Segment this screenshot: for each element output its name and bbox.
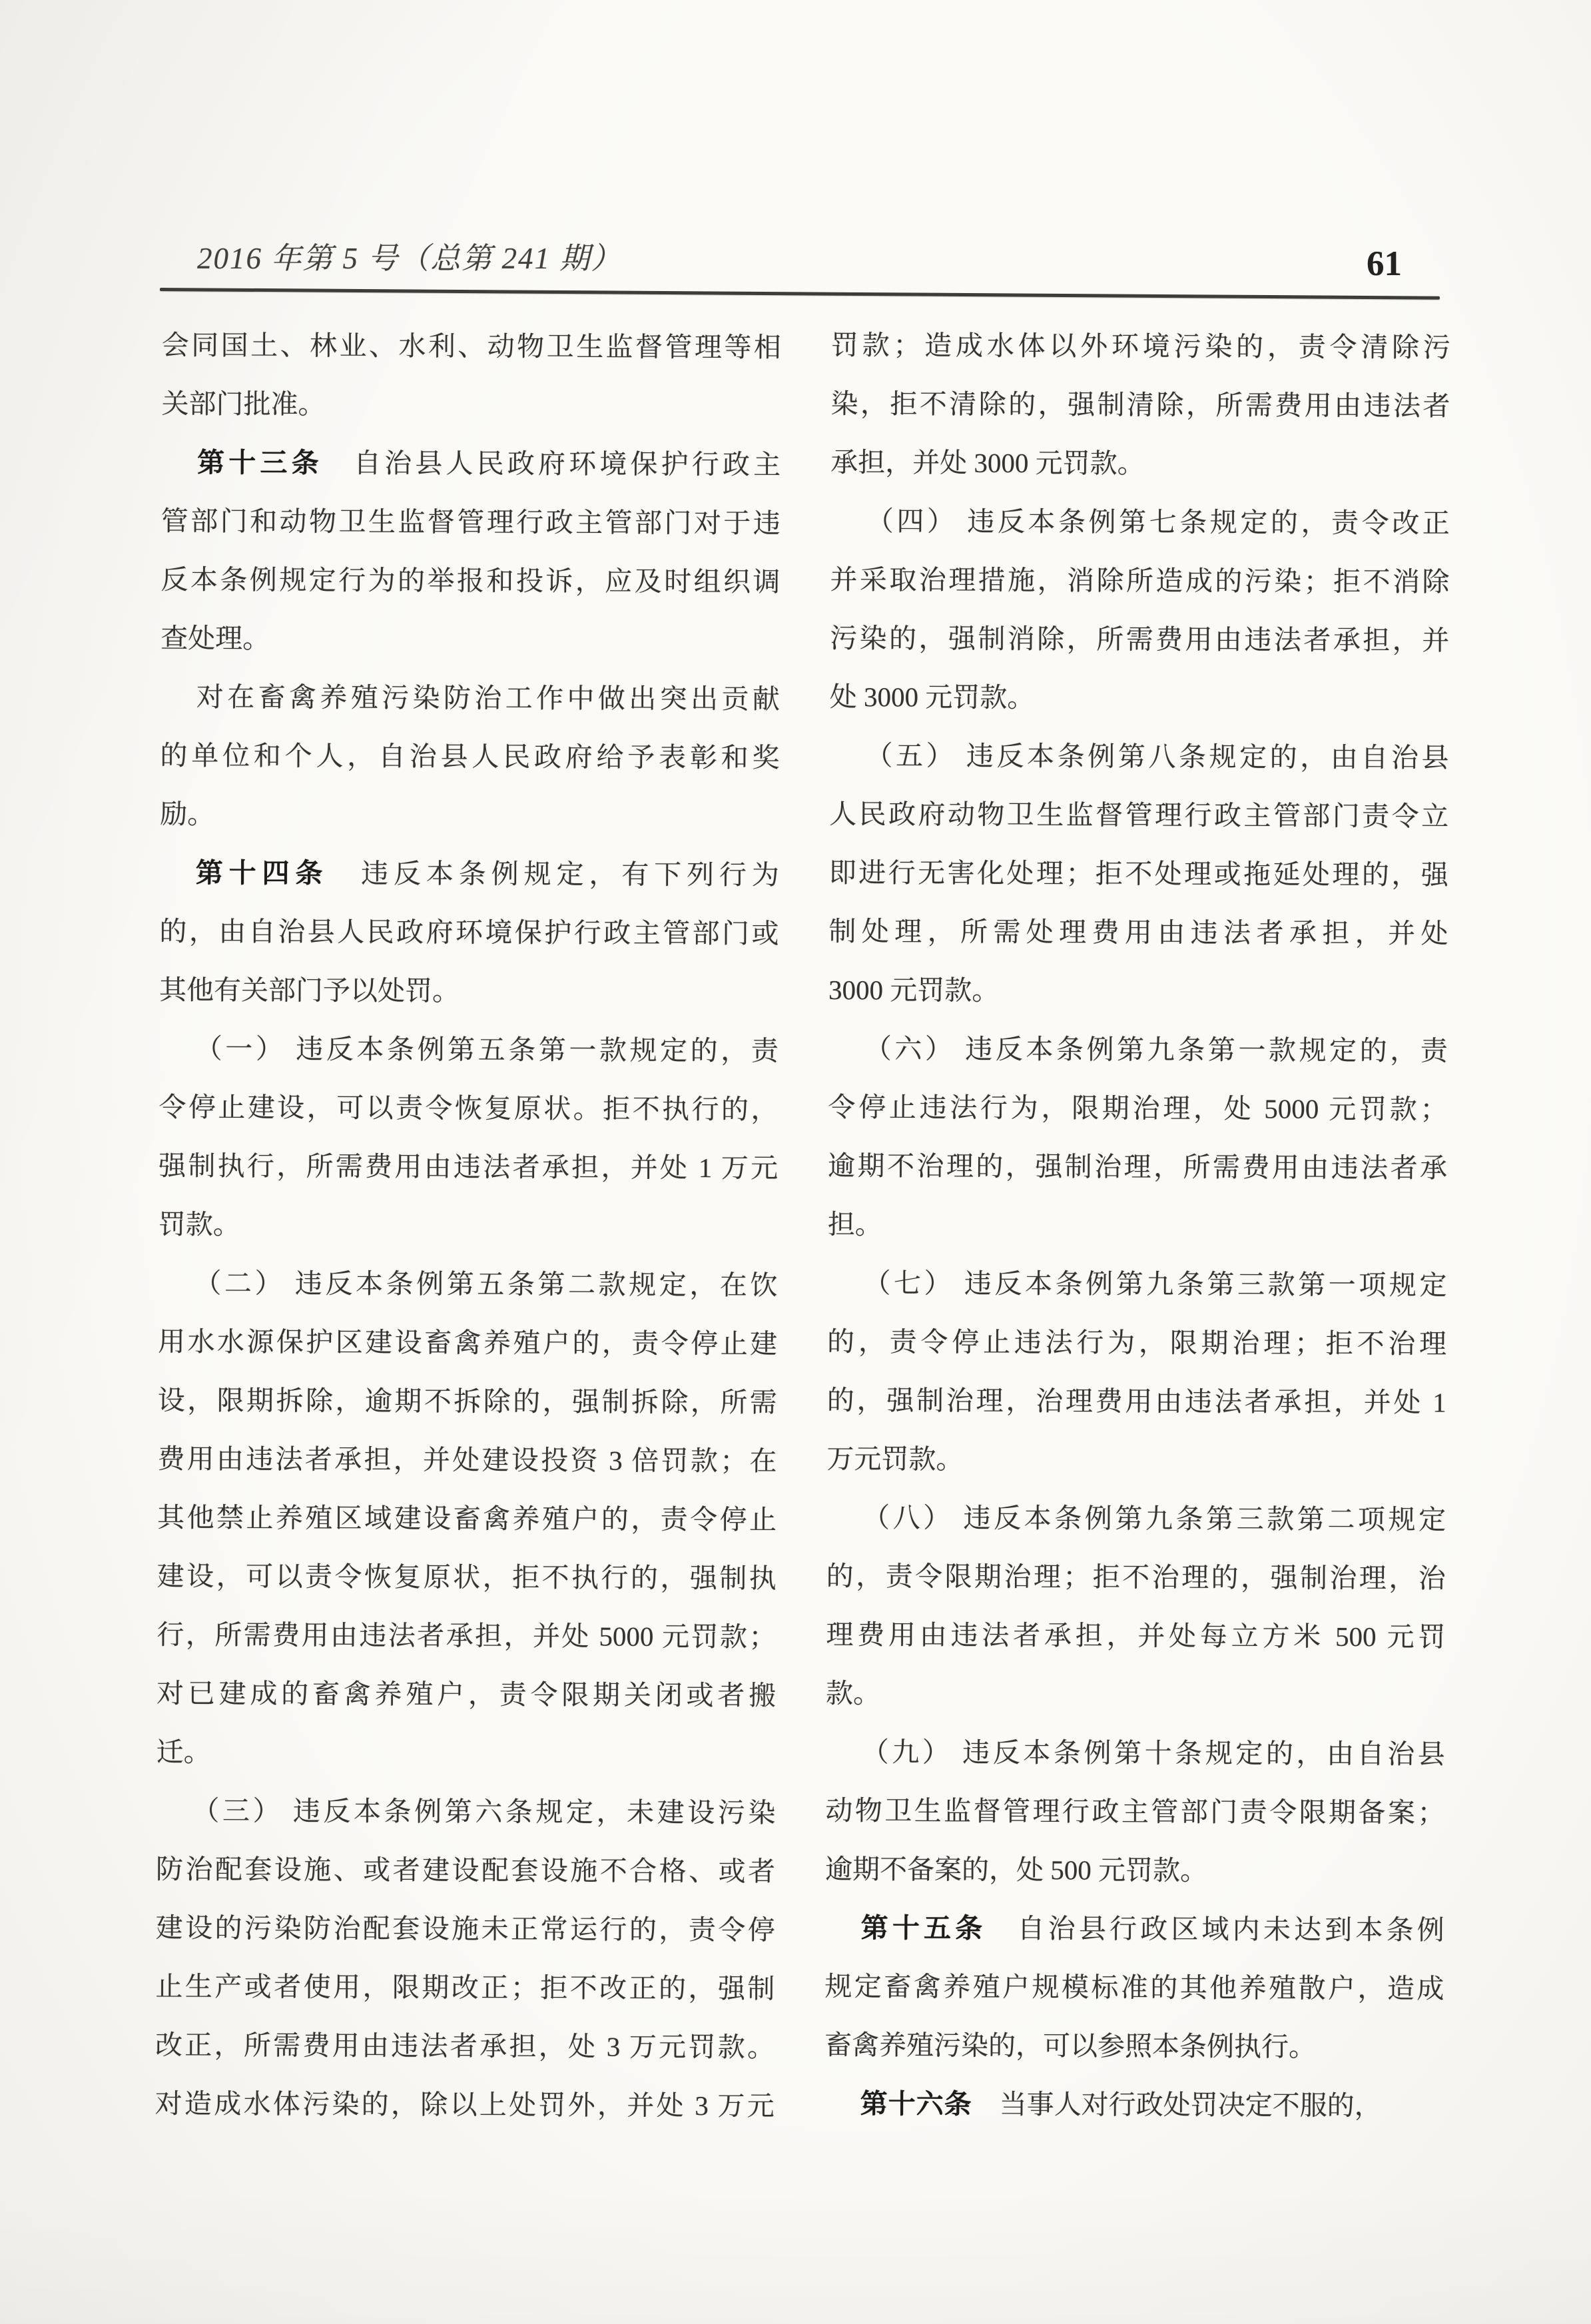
text-line [824, 1957, 1444, 2018]
text-run: 畜禽养殖污染的，可以参照本条例执行。 [824, 2029, 1317, 2062]
text-run: 建设，可以责令恢复原状，拒不执行的，强制执 [157, 1560, 777, 1594]
text-line [158, 1312, 777, 1373]
text-run: 防治配套设施、或者建设配套设施不合格、或者 [155, 1853, 776, 1887]
text-run: 并采取治理措施，消除所造成的污染；拒不消除 [830, 564, 1450, 597]
article-number: 第十三条 [197, 447, 323, 478]
text-line [159, 1019, 779, 1080]
text-run: 用水水源保护区建设畜禽养殖户的，责令停止建 [157, 1326, 778, 1359]
text-run: 款。 [825, 1677, 881, 1709]
text-line [830, 374, 1450, 436]
text-run: 止生产或者使用，限期改正；拒不改正的，强制 [155, 1970, 775, 2004]
text-line [827, 1254, 1446, 1315]
text-run: 理费用由违法者承担，并处每立方米 500 元罚 [826, 1619, 1446, 1653]
text-run: 令停止违法行为，限期治理，处 5000 元罚款； [828, 1091, 1448, 1125]
text-line [829, 843, 1448, 905]
text-run: 强制执行，所需费用由违法者承担，并处 1 万元 [159, 1150, 779, 1184]
text-line [160, 609, 780, 670]
text-run: 污染的，强制消除，所需费用由违法者承担，并 [830, 622, 1450, 656]
text-run: 管部门和动物卫生监督管理行政主管部门对于违 [160, 505, 781, 539]
text-run: 的，责令停止违法行为，限期治理；拒不治理 [826, 1326, 1447, 1359]
text-run: 其他有关部门予以处罚。 [159, 974, 460, 1006]
text-line [160, 785, 779, 846]
text-run: 自治县行政区域内未达到本条例 [986, 1912, 1444, 1946]
text-run: 违反本条例规定，有下列行为 [328, 857, 779, 891]
text-line [158, 1254, 777, 1315]
text-run: （八） 违反本条例第九条第三款第二项规定 [862, 1502, 1446, 1535]
text-run: 即进行无害化处理；拒不处理或拖延处理的，强 [828, 857, 1448, 891]
text-run: 万元罚款。 [826, 1443, 964, 1475]
page-number: 61 [1367, 244, 1402, 283]
text-line [827, 1312, 1446, 1373]
text-line [159, 1078, 778, 1139]
text-line [157, 1723, 776, 1784]
text-line [161, 492, 781, 553]
text-line [830, 667, 1449, 729]
text-run: 自治县人民政府环境保护行政主 [322, 447, 781, 480]
text-run: 迁。 [156, 1736, 211, 1768]
text-run: 承担，并处 3000 元罚款。 [830, 446, 1145, 479]
text-line [824, 2016, 1444, 2077]
text-run: 逾期不备案的，处 500 元罚款。 [824, 1853, 1208, 1886]
text-run: 行，所需费用由违法者承担，并处 5000 元罚款； [157, 1619, 777, 1653]
text-run: 关部门批准。 [161, 388, 326, 420]
text-run: 规定畜禽养殖户规模标准的其他养殖散户，造成 [824, 1970, 1444, 2004]
text-line [157, 1488, 777, 1549]
text-run: 逾期不治理的，强制治理，所需费用由违法者承 [828, 1150, 1448, 1184]
text-line [826, 1664, 1445, 1725]
text-run: 建设的污染防治配套设施未正常运行的，责令停 [155, 1912, 775, 1946]
text-run: （二） 违反本条例第五条第二款规定，在饮 [194, 1268, 778, 1301]
text-run: 3000 元罚款。 [828, 974, 1000, 1006]
text-run: 其他禁止养殖区域建设畜禽养殖户的，责令停止 [157, 1501, 777, 1535]
text-line [155, 2074, 775, 2135]
text-run: 对在畜禽养殖污染防治工作中做出突出贡献 [196, 681, 780, 715]
text-run: 查处理。 [160, 622, 270, 654]
text-line [828, 1078, 1447, 1139]
text-line [830, 609, 1449, 670]
text-line [157, 1605, 776, 1667]
text-line [161, 374, 781, 436]
text-line [825, 1781, 1444, 1842]
text-run: 罚款；造成水体以外环境污染的，责令清除污 [830, 329, 1450, 363]
text-run: （九） 违反本条例第十条规定的，由自治县 [861, 1737, 1445, 1770]
text-line [826, 1429, 1446, 1491]
text-line [159, 1136, 778, 1198]
text-line [828, 1195, 1447, 1256]
text-run: 染，拒不清除的，强制清除，所需费用由违法者 [830, 388, 1450, 422]
text-line [825, 1898, 1444, 1960]
article-number: 第十四条 [195, 857, 329, 889]
text-line [158, 1371, 777, 1432]
text-line [827, 1371, 1446, 1432]
text-line [155, 2016, 775, 2077]
text-run: 的，责令限期治理；拒不治理的，强制治理，治 [826, 1560, 1446, 1594]
text-line [160, 843, 779, 905]
text-run: （三） 违反本条例第六条规定，未建设污染 [192, 1795, 776, 1828]
text-run: （七） 违反本条例第九条第三款第一项规定 [863, 1268, 1447, 1301]
text-line [160, 667, 780, 729]
text-line [156, 1840, 775, 1901]
text-line [157, 1664, 776, 1725]
text-line [159, 961, 779, 1022]
text-line [828, 902, 1448, 963]
header-rule [160, 288, 1440, 300]
text-run: （六） 违反本条例第九条第一款规定的，责 [864, 1033, 1448, 1066]
left-column [155, 316, 781, 2135]
text-line [157, 1429, 777, 1491]
text-line [155, 1957, 775, 2018]
text-run: 会同国土、林业、水利、动物卫生监督管理等相 [161, 329, 781, 363]
article-number: 第十五条 [860, 1912, 987, 1944]
right-column [824, 316, 1450, 2135]
text-line [828, 1019, 1448, 1080]
text-run: 处 3000 元罚款。 [829, 681, 1035, 713]
text-run: 改正，所需费用由违法者承担，处 3 万元罚款。 [155, 2029, 775, 2063]
text-run: 对已建成的畜禽养殖户，责令限期关闭或者搬 [156, 1677, 777, 1711]
text-run: 的单位和个人，自治县人民政府给予表彰和奖 [160, 739, 780, 773]
text-line [830, 433, 1450, 494]
text-line [825, 1840, 1444, 1901]
text-line [830, 492, 1450, 553]
text-line [156, 1781, 775, 1842]
text-run: 对造成水体污染的，除以上处罚外，并处 3 万元 [155, 2088, 775, 2122]
text-line [828, 961, 1448, 1022]
text-line [160, 550, 780, 611]
text-line [826, 1605, 1445, 1667]
text-run: 费用由违法者承担，并处建设投资 3 倍罚款；在 [157, 1443, 777, 1477]
text-run: （四） 违反本条例第七条规定的，责令改正 [866, 506, 1450, 539]
text-line [829, 726, 1448, 787]
text-line [829, 785, 1448, 846]
text-run: 的，强制治理，治理费用由违法者承担，并处 1 [826, 1384, 1446, 1418]
text-run: 令停止建设，可以责令恢复原状。拒不执行的， [159, 1091, 779, 1125]
text-line [824, 2074, 1444, 2135]
text-line [161, 433, 781, 494]
text-run: 人民政府动物卫生监督管理行政主管部门责令立 [829, 798, 1449, 832]
text-run: 设，限期拆除，逾期不拆除的，强制拆除，所需 [157, 1384, 777, 1418]
text-line [830, 550, 1449, 611]
text-line [156, 1898, 775, 1960]
text-line [831, 316, 1450, 377]
text-line [828, 1136, 1447, 1198]
issue-header-label: 2016 年第 5 号（总第 241 期） [197, 242, 623, 275]
text-line [159, 1195, 778, 1256]
text-line [162, 316, 781, 377]
text-line [159, 902, 779, 963]
article-number: 第十六条 [860, 2088, 972, 2120]
text-line [157, 1547, 777, 1608]
text-run: 罚款。 [158, 1208, 240, 1240]
text-line [826, 1488, 1446, 1549]
text-run: 制处理，所需处理费用由违法者承担，并处 [828, 915, 1448, 949]
text-line [826, 1723, 1445, 1784]
text-run: （五） 违反本条例第八条规定的，由自治县 [865, 740, 1449, 773]
text-run: 动物卫生监督管理行政主管部门责令限期备案； [825, 1794, 1445, 1828]
text-line [826, 1547, 1446, 1608]
text-run: （一） 违反本条例第五条第一款规定的，责 [194, 1033, 779, 1066]
text-run: 的，由自治县人民政府环境保护行政主管部门或 [159, 915, 779, 949]
text-run: 反本条例规定行为的举报和投诉，应及时组织调 [160, 564, 781, 597]
text-run: 当事人对行政处罚决定不服的， [972, 2088, 1382, 2122]
text-run: 担。 [827, 1208, 882, 1240]
text-line [160, 726, 779, 787]
text-run: 励。 [160, 798, 215, 830]
